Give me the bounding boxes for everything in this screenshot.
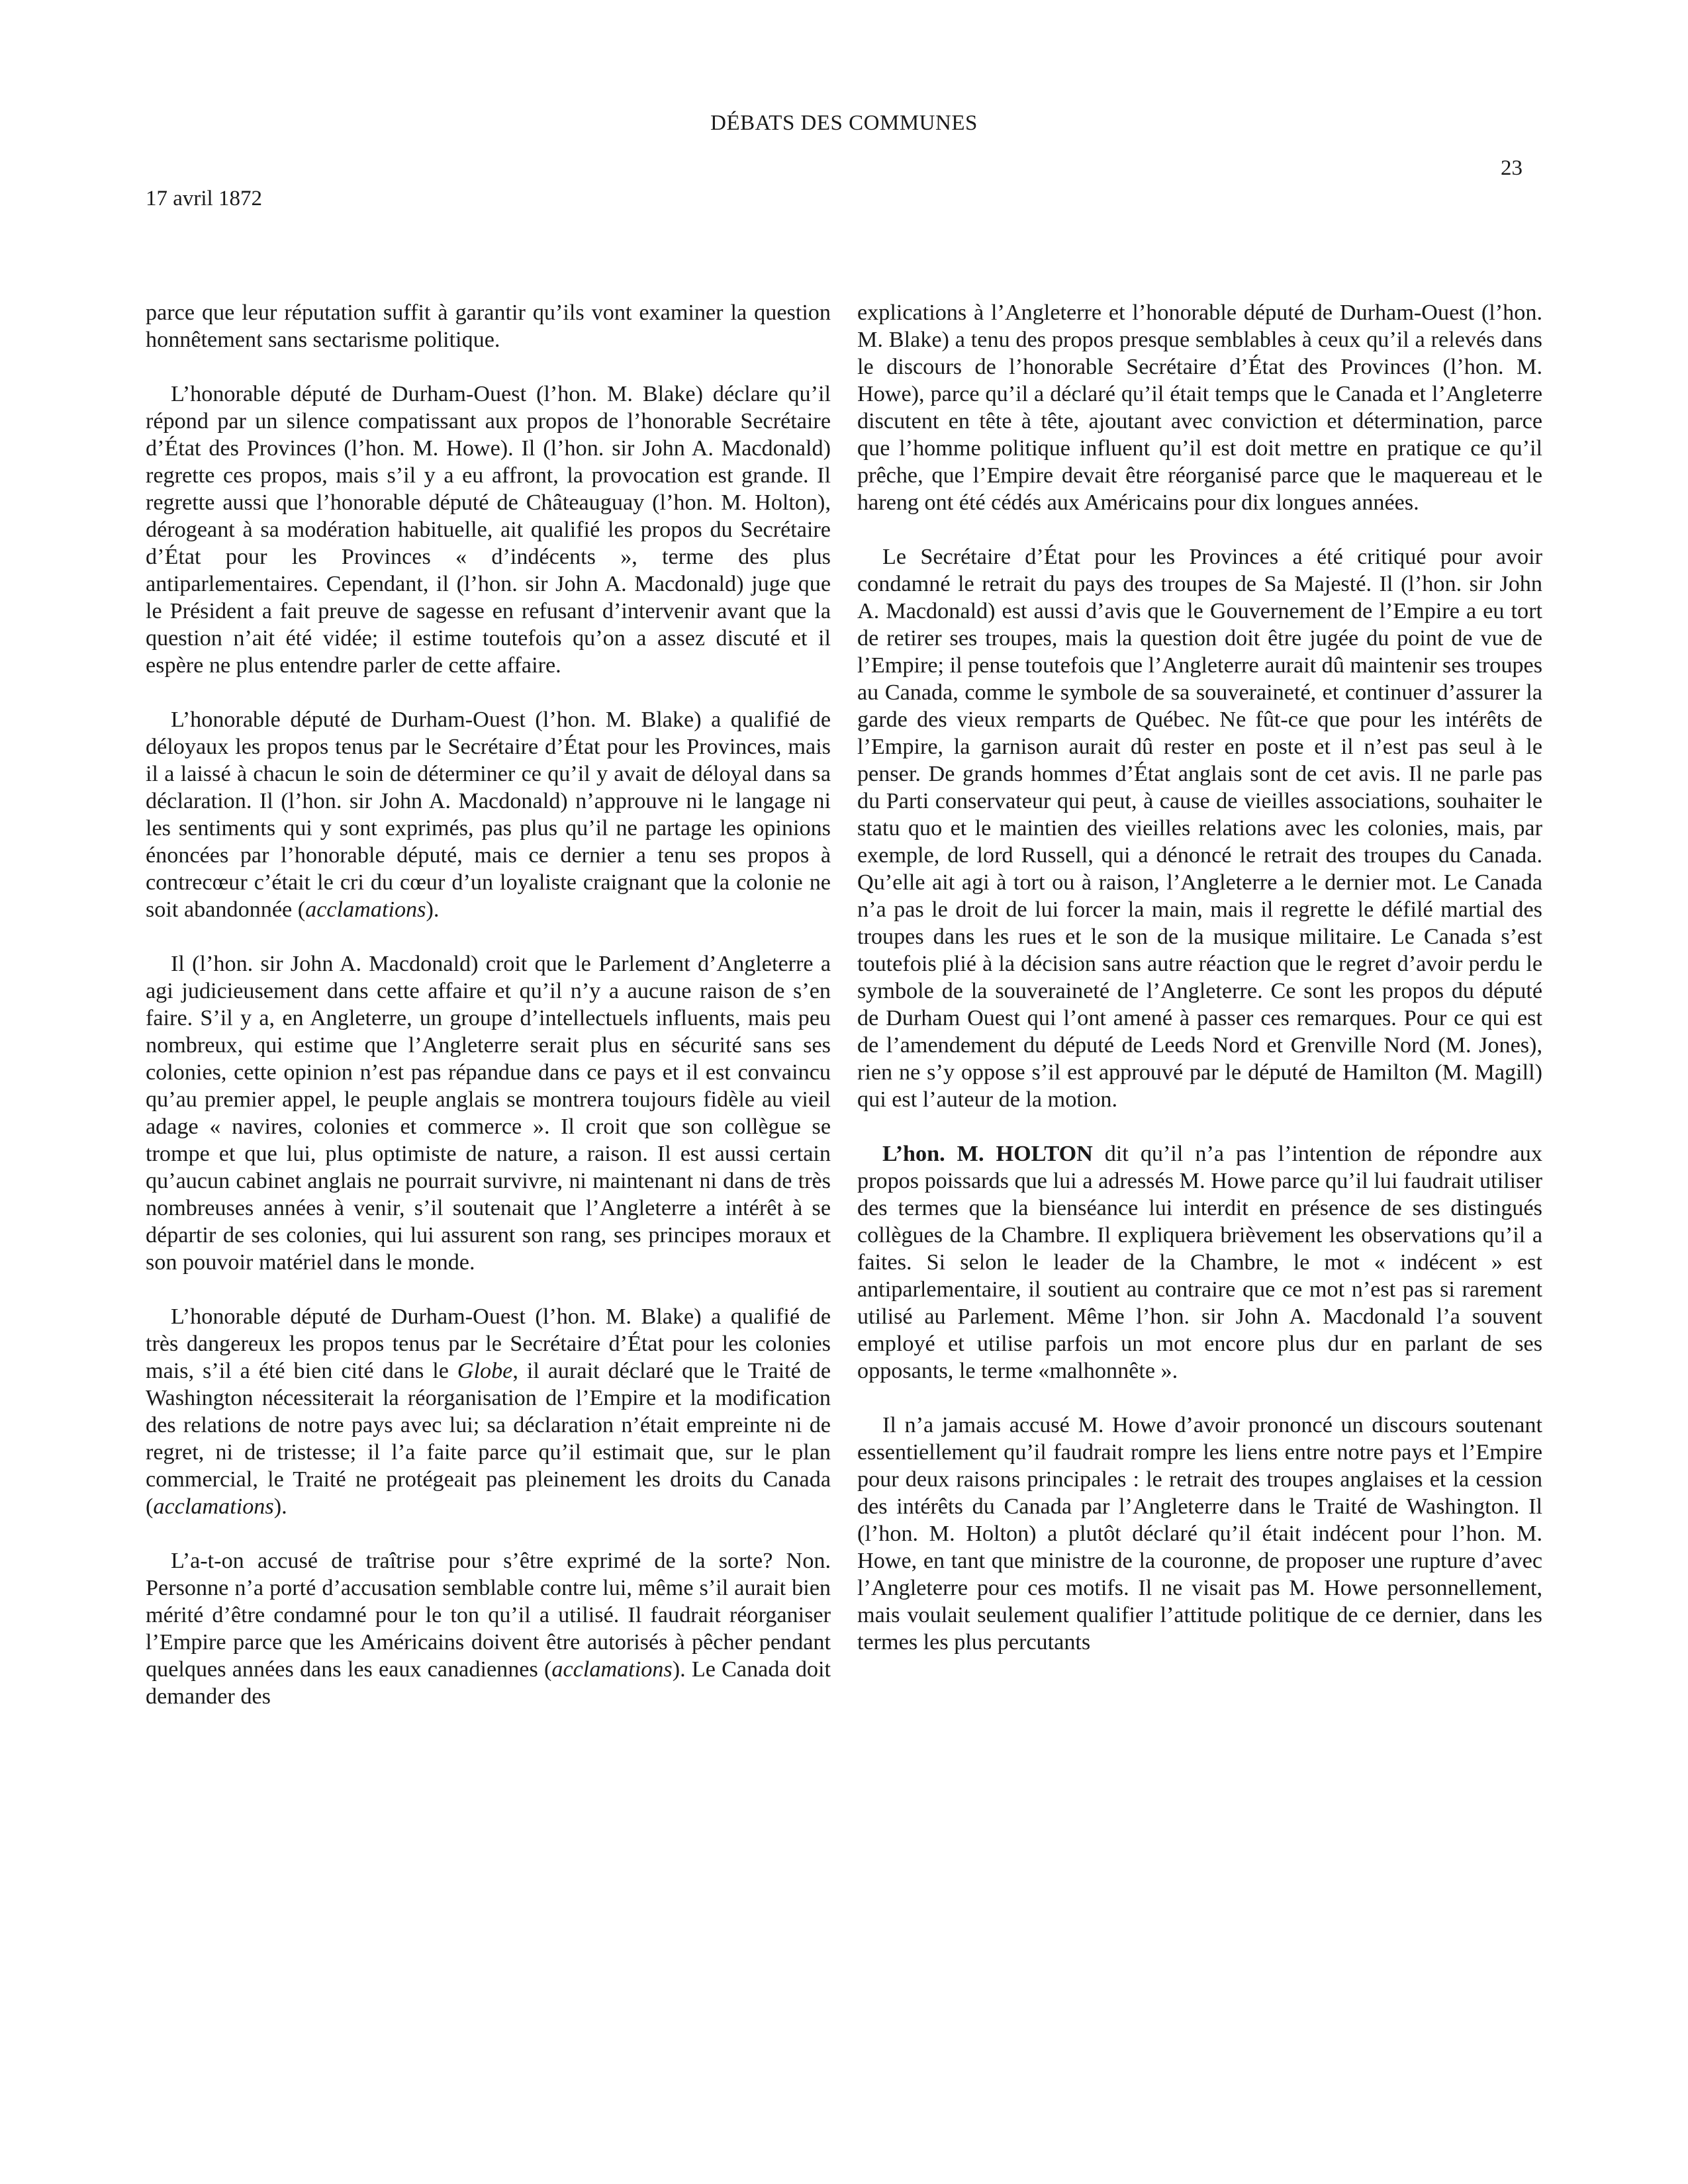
paragraph [857, 1140, 1542, 1385]
paragraph [146, 299, 831, 353]
italic-text: acclamations [305, 897, 426, 922]
paragraph-text: Le Secrétaire d’État pour les Provinces a été critiqué pour avoir condamné le retrait du pays des troupes de Sa Majesté. Il (l’hon. sir John A. Macdonald) est aussi d’avis que le Gouvernement de l’Empire a eu tort de retirer ses troupes, mais la question doit être jugée du point de vue de l’Empire; il pense toutefois que l’Angleterre aurait dû maintenir ses troupes au Canada, comme le symbole de sa souveraineté, et continuer d’assurer la garde des vieux remparts de Québec. Ne fût-ce que pour les intérêts de l’Empire, la garnison aurait dû rester en poste et il n’est pas seul à le penser. De grands hommes d’État anglais sont de cet avis. Il ne parle pas du Parti conservateur qui peut, à cause de vieilles associations, souhaiter le statu quo et le maintien des vieilles relations avec les colonies, mais, par exemple, de lord Russell, qui a dénoncé le retrait des troupes du Canada. Qu’elle ait agi à tort ou à raison, l’Angleterre a le dernier mot. Le Canada n’a pas le droit de lui forcer la main, mais il regrette le défilé martial des troupes dans les rues et le son de la musique militaire. Le Canada s’est toutefois plié à la décision sans autre réaction que le regret d’avoir perdu le symbole de la souveraineté de l’Angleterre. Ce sont les propos du député de Durham Ouest qui l’ont amené à passer ces remarques. Pour ce qui est de l’amendement du député de Leeds Nord et Grenville Nord (M. Jones), rien ne s’y oppose s’il est approuvé par le député de Hamilton (M. Magill) qui est l’auteur de la motion. [857, 545, 1542, 1112]
paragraph-text: ). Le Canada doit demander des [146, 1657, 831, 1709]
paragraph-text: Il n’a jamais accusé M. Howe d’avoir prononcé un discours soutenant essentiellement qu’il faudrait rompre les liens entre notre pays et l’Empire pour deux raisons principales : le retrait des troupes anglaises et la cession des intérêts du Canada par l’Angleterre dans le Traité de Washington. Il (l’hon. M. Holton) a plutôt déclaré qu’il était indécent pour l’hon. M. Howe, en tant que ministre de la couronne, de proposer une rupture d’avec l’Angleterre pour ces motifs. Il ne visait pas M. Howe personnellement, mais voulait seulement qualifier l’attitude politique de ce dernier, dans les termes les plus percutants [857, 1413, 1542, 1655]
paragraph-text: , il aurait déclaré que le Traité de Washington nécessiterait la réorganisation de l’Empire et la modification des relations de notre pays avec lui; sa déclaration n’était empreinte ni de regret, ni de tristesse; il l’a faite parce qu’il estimait que, sur le plan commercial, le Traité ne protégeait pas pleinement les droits du Canada ( [146, 1359, 831, 1519]
paragraph-text: L’honorable député de Durham-Ouest (l’hon. M. Blake) a qualifié de très dangereux les propos tenus par le Secrétaire d’État pour les colonies mais, s’il a été bien cité dans le [146, 1304, 831, 1383]
italic-text: acclamations [153, 1494, 274, 1519]
paragraph-text: ). [273, 1494, 287, 1519]
italic-text: Globe [457, 1359, 513, 1383]
paragraph-text: explications à l’Angleterre et l’honorable député de Durham-Ouest (l’hon. M. Blake) a tenu des propos presque semblables à ceux qu’il a relevés dans le discours de l’honorable Secrétaire d’État des Provinces (l’hon. M. Howe), parce qu’il a déclaré qu’il était temps que le Canada et l’Angleterre discutent en tête à tête, ajoutant avec conviction et détermination, parce que l’homme politique influent qu’il est doit mettre en pratique ce qu’il prêche, que l’Empire devait être réorganisé parce que le maquereau et le hareng ont été cédés aux Américains pour dix longues années. [857, 300, 1542, 515]
paragraph [857, 299, 1542, 516]
paragraph [146, 381, 831, 679]
paragraph [146, 1547, 831, 1710]
page-header-title: DÉBATS DES COMMUNES [710, 111, 978, 135]
paragraph-text: L’honorable député de Durham-Ouest (l’hon. M. Blake) déclare qu’il répond par un silence compatissant aux propos de l’honorable Secrétaire d’État des Provinces (l’hon. M. Howe). Il (l’hon. sir John A. Macdonald) regrette ces propos, mais s’il y a eu affront, la provocation est grande. Il regrette aussi que l’honorable député de Châteauguay (l’hon. M. Holton), dérogeant à sa modération habituelle, ait qualifié les propos du Secrétaire d’État pour les Provinces « d’indécents », terme des plus antiparlementaires. Cependant, il (l’hon. sir John A. Macdonald) juge que le Président a fait preuve de sagesse en refusant d’intervenir avant que la question n’ait été vidée; il estime toutefois qu’on a assez discuté et il espère ne plus entendre parler de cette affaire. [146, 382, 831, 678]
paragraph-text: Il (l’hon. sir John A. Macdonald) croit que le Parlement d’Angleterre a agi judicieusement dans cette affaire et qu’il n’y a aucune raison de s’en faire. S’il y a, en Angleterre, un groupe d’intellectuels influents, mais peu nombreux, qui estime que l’Angleterre serait plus en sécurité sans ses colonies, cette opinion n’est pas répandue dans ce pays et il est convaincu qu’au premier appel, le peuple anglais se montrera toujours fidèle au vieil adage « navires, colonies et commerce ». Il croit que son collègue se trompe et que lui, plus optimiste de nature, a raison. Il est aussi certain qu’aucun cabinet anglais ne pourrait survivre, ni maintenant ni dans de très nombreuses années à venir, s’il soutenait que l’Angleterre a intérêt à se départir de ses colonies, qui lui assurent son rang, ses principes moraux et son pouvoir matériel dans le monde. [146, 952, 831, 1275]
paragraph [857, 543, 1542, 1113]
paragraph [146, 1303, 831, 1520]
paragraph-text: parce que leur réputation suffit à garantir qu’ils vont examiner la question honnêtement sans sectarisme politique. [146, 300, 831, 352]
italic-text: acclamations [551, 1657, 673, 1682]
paragraph [857, 1412, 1542, 1656]
paragraph [146, 706, 831, 923]
page-date: 17 avril 1872 [146, 187, 262, 210]
speaker-name: L’hon. M. HOLTON [882, 1142, 1093, 1166]
paragraph-text: L’a-t-on accusé de traîtrise pour s’être exprimé de la sorte? Non. Personne n’a porté d’accusation semblable contre lui, même s’il aurait bien mérité d’être condamné pour le ton qu’il a utilisé. Il faudrait réorganiser l’Empire parce que les Américains doivent être autorisés à pêcher pendant quelques années dans les eaux canadiennes ( [146, 1549, 831, 1682]
left-column [146, 299, 831, 1710]
page-number: 23 [1501, 156, 1523, 180]
right-column [857, 299, 1542, 1656]
paragraph-text: L’honorable député de Durham-Ouest (l’hon. M. Blake) a qualifié de déloyaux les propos tenus par le Secrétaire d’État pour les Provinces, mais il a laissé à chacun le soin de déterminer ce qu’il y avait de déloyal dans sa déclaration. Il (l’hon. sir John A. Macdonald) n’approuve ni le langage ni les sentiments qui y sont exprimés, pas plus qu’il ne partage les opinions énoncées par l’honorable député, mais ce dernier a tenu ses propos à contrecœur c’était le cri du cœur d’un loyaliste craignant que la colonie ne soit abandonnée ( [146, 707, 831, 922]
paragraph-text: dit qu’il n’a pas l’intention de répondre aux propos poissards que lui a adressés M. Howe parce qu’il lui faudrait utiliser des termes que la bienséance lui interdit en présence de ses distingués collègues de la Chambre. Il expliquera brièvement les observations qu’il a faites. Si selon le leader de la Chambre, le mot « indécent » est antiparlementaire, il soutient au contraire que ce mot n’est pas si rarement utilisé au Parlement. Même l’hon. sir John A. Macdonald l’a souvent employé et utilise parfois un mot encore plus dur en parlant de ses opposants, le terme «malhonnête ». [857, 1142, 1542, 1383]
paragraph-text: ). [426, 897, 440, 922]
paragraph [146, 950, 831, 1276]
